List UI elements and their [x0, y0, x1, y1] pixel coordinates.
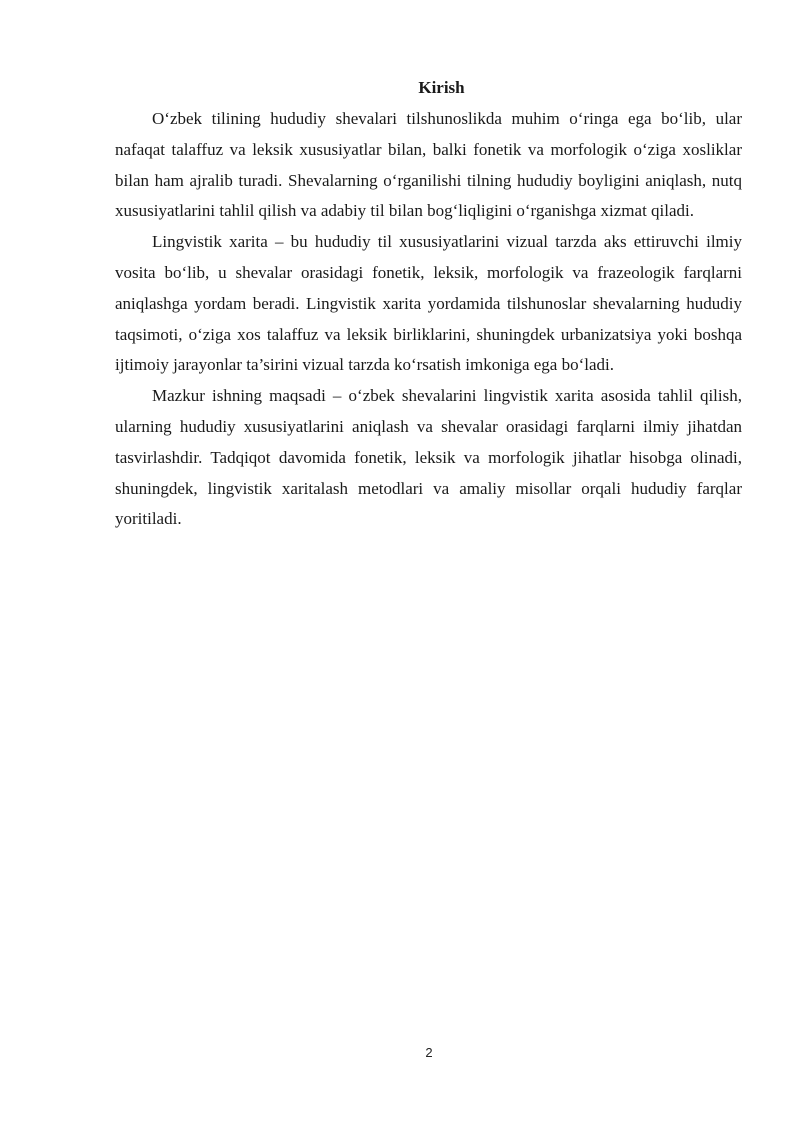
paragraph-2: Lingvistik xarita – bu hududiy til xususiyatlarini vizual tarzda aks ettiruvchi ilmiy vosita bo‘lib, u shevalar orasidagi fonetik, leksik, morfologik va frazeologik farqlarni aniqlashga yordam beradi. Lingvistik xarita yordamida tilshunoslar shevalarning hududiy taqsimoti, o‘ziga xos talaffuz va leksik birliklarini, shuningdek urbanizatsiya yoki boshqa ijtimoiy jarayonlar ta’sirini vizual tarzda ko‘rsatish imkoniga ega bo‘ladi.	[115, 232, 742, 375]
paragraph-1: O‘zbek tilining hududiy shevalari tilshunoslikda muhim o‘ringa ega bo‘lib, ular nafaqat talaffuz va leksik xususiyatlar bilan, balki fonetik va morfologik o‘ziga xosliklar bilan ham ajralib turadi. Shevalarning o‘rganilishi tilning hududiy boyligini aniqlash, nutq xususiyatlarini tahlil qilish va adabiy til bilan bog‘liqligini o‘rganishga xizmat qiladi.	[115, 109, 742, 221]
page-content	[115, 75, 742, 535]
page-number: 2	[425, 1045, 433, 1060]
paragraph-3: Mazkur ishning maqsadi – o‘zbek shevalarini lingvistik xarita asosida tahlil qilish, ularning hududiy xususiyatlarini aniqlash va shevalar orasidagi farqlarni ilmiy jihatdan tasvirlashdir. Tadqiqot davomida fonetik, leksik va morfologik jihatlar hisobga olinadi, shuningdek, lingvistik xaritalash metodlari va amaliy misollar orqali hududiy farqlar yoritiladi.	[115, 386, 742, 529]
section-title: Kirish	[418, 78, 465, 97]
